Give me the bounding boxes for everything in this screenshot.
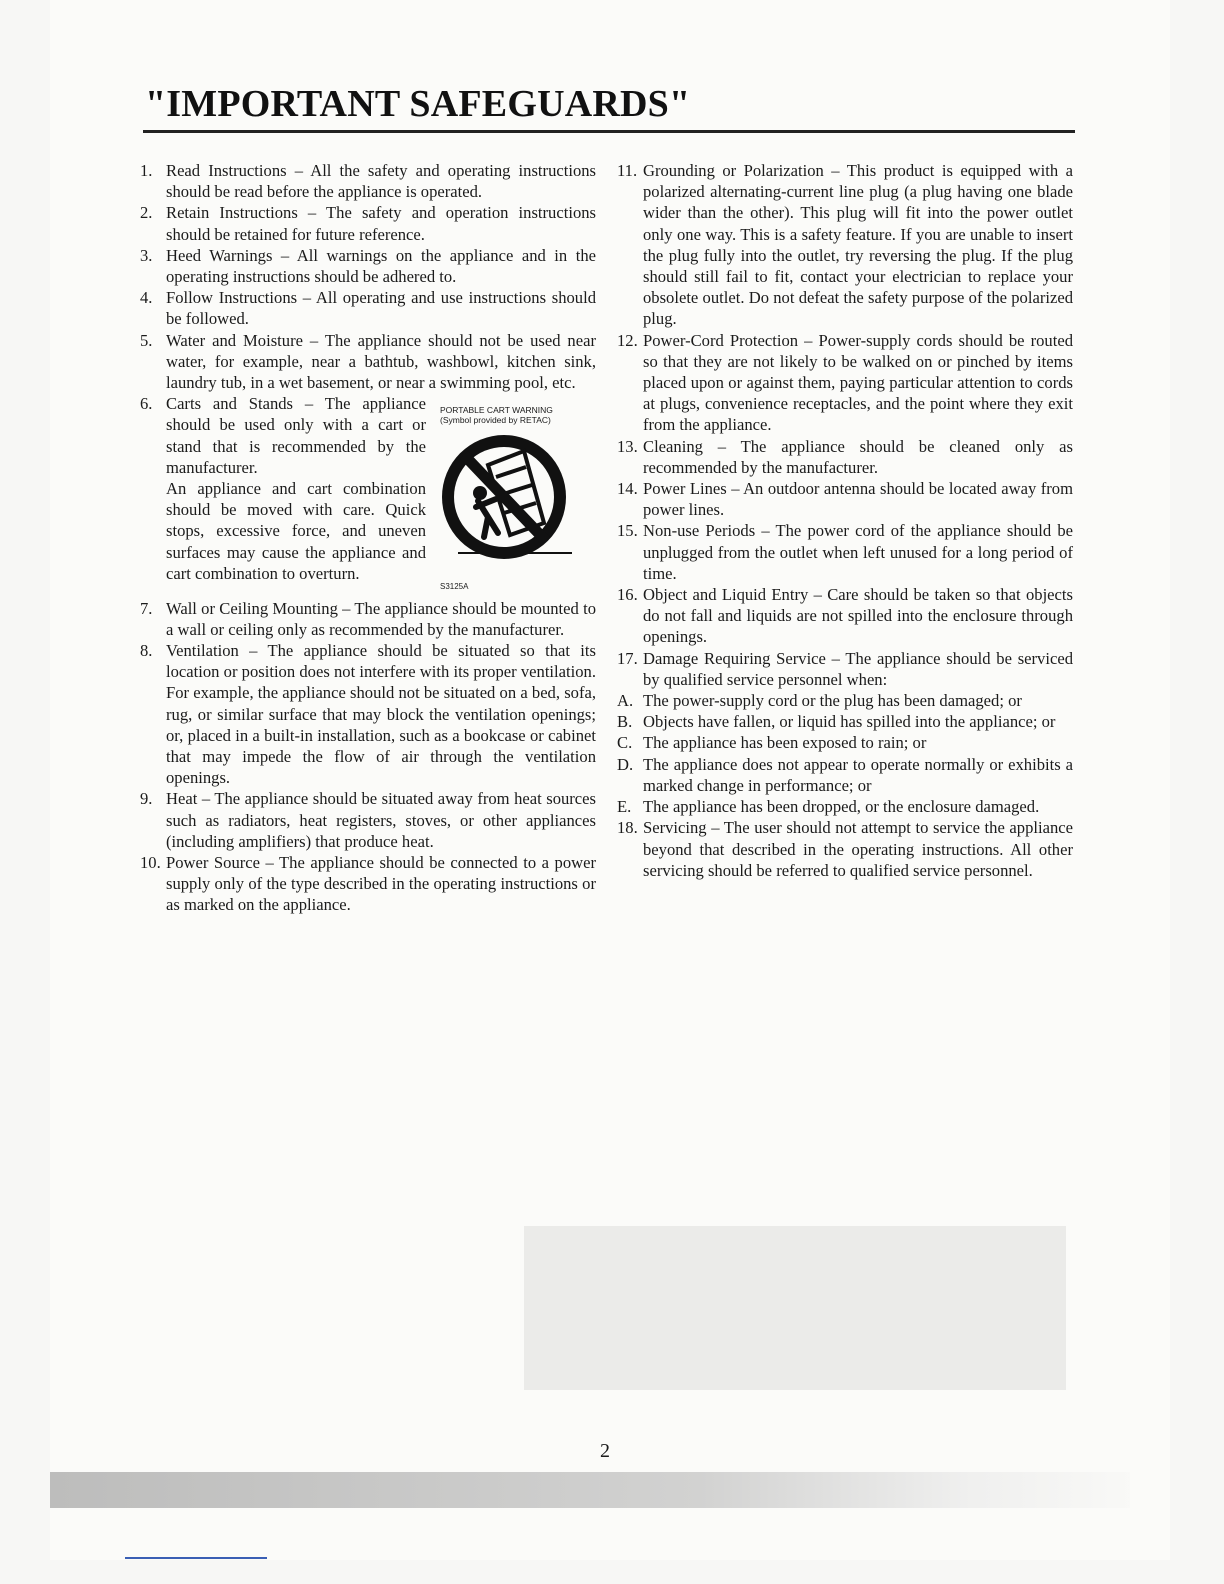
safeguard-item bbox=[617, 732, 1073, 753]
cart-tipover-icon bbox=[440, 425, 580, 575]
item-number: 11. bbox=[617, 161, 638, 180]
cart-text-1: Carts and Stands – The appliance should be used only with a cart or stand that is recommended by the manufacturer. bbox=[166, 394, 426, 477]
item-text: Power Source – The appliance should be connected to a power supply only of the type described in the operating instructions or as marked on the appliance. bbox=[166, 853, 596, 915]
cart-text-2: An appliance and cart combination should be moved with care. Quick stops, excessive force, and uneven surfaces may cause the appliance and cart combination to overturn. bbox=[166, 479, 426, 583]
left-items-list bbox=[140, 160, 596, 393]
item-number: 10. bbox=[140, 853, 161, 873]
left-column bbox=[140, 160, 596, 916]
safeguard-item bbox=[140, 598, 596, 640]
right-items-list bbox=[617, 160, 1073, 881]
item-number: 18. bbox=[617, 818, 638, 838]
item-text: Non-use Periods – The power cord of the appliance should be unplugged from the outlet when left unused for a long period of time. bbox=[643, 521, 1073, 583]
cart-caption-line1: PORTABLE CART WARNING bbox=[440, 405, 553, 416]
item-text: Object and Liquid Entry – Care should be taken so that objects do not fall and liquids are not spilled into the enclosure through openings. bbox=[643, 585, 1073, 647]
item-text: Follow Instructions – All operating and use instructions should be followed. bbox=[166, 288, 596, 329]
cart-caption-line2: (Symbol provided by RETAC) bbox=[440, 415, 551, 426]
cart-code: S3125A bbox=[440, 582, 469, 592]
item-text: Water and Moisture – The appliance should not be used near water, for example, near a bathtub, washbowl, kitchen sink, laundry tub, in a wet basement, or near a swimming pool, etc. bbox=[166, 330, 596, 393]
item-number: 5. bbox=[140, 330, 153, 350]
safeguard-item bbox=[617, 436, 1073, 478]
item-number: 8. bbox=[140, 641, 153, 661]
item-number: 7. bbox=[140, 598, 153, 618]
safeguard-item bbox=[140, 245, 596, 287]
safeguard-item bbox=[140, 160, 596, 202]
item-text: Ventilation – The appliance should be situated so that its location or position does not interfere with its proper ventilation. For example, the appliance should not be situated on a bed, sofa, rug, or similar surface that may block the ventilation openings; or, placed in a built-in installation, such as a bookcase or cabinet that may impede the flow of air through the ventilation openings. bbox=[166, 641, 596, 788]
safeguard-item bbox=[617, 330, 1073, 436]
item-text: Read Instructions – All the safety and operating instructions should be read before the appliance is operated. bbox=[166, 161, 596, 202]
item-number: 17. bbox=[617, 648, 638, 668]
item-number: 13. bbox=[617, 436, 638, 456]
underline-mark bbox=[125, 1557, 267, 1559]
item-number: B. bbox=[617, 712, 633, 732]
portable-cart-warning bbox=[426, 393, 596, 597]
item-number: 2. bbox=[140, 203, 153, 223]
safeguard-item bbox=[617, 711, 1073, 732]
item-text: Servicing – The user should not attempt to service the appliance beyond that described in the operating instructions. All other servicing should be referred to qualified service personnel. bbox=[643, 818, 1073, 880]
item-number: 1. bbox=[140, 161, 153, 180]
right-column bbox=[617, 160, 1073, 881]
item-text: Heat – The appliance should be situated away from heat sources such as radiators, heat registers, stoves, or other appliances (including amplifiers) that produce heat. bbox=[166, 789, 596, 851]
item-text: Power Lines – An outdoor antenna should be located away from power lines. bbox=[643, 479, 1073, 520]
safeguard-item bbox=[617, 648, 1073, 690]
left-items-list-after bbox=[140, 598, 596, 916]
item-text: Cleaning – The appliance should be cleaned only as recommended by the manufacturer. bbox=[643, 436, 1073, 477]
item-text: Wall or Ceiling Mounting – The appliance should be mounted to a wall or ceiling only as recommended by the manufacturer. bbox=[166, 598, 596, 639]
safeguard-item bbox=[140, 788, 596, 852]
safeguard-item bbox=[617, 690, 1073, 711]
safeguard-item bbox=[140, 287, 596, 329]
page-number: 2 bbox=[600, 1440, 610, 1462]
item-number: A. bbox=[617, 691, 634, 711]
safeguard-item bbox=[140, 640, 596, 788]
item-number: 4. bbox=[140, 288, 153, 308]
item-number: 12. bbox=[617, 330, 638, 350]
item-number: 16. bbox=[617, 585, 638, 605]
item-number: E. bbox=[617, 797, 632, 817]
safeguard-item bbox=[617, 817, 1073, 881]
safeguard-item bbox=[140, 202, 596, 244]
safeguard-item bbox=[617, 160, 1073, 330]
item-number: 14. bbox=[617, 479, 638, 499]
page-title: "IMPORTANT SAFEGUARDS" bbox=[145, 83, 691, 125]
safeguard-item bbox=[140, 852, 596, 916]
item-number: 3. bbox=[140, 245, 153, 265]
item-text: The appliance has been dropped, or the enclosure damaged. bbox=[643, 797, 1040, 817]
item-text: Grounding or Polarization – This product is equipped with a polarized alternating-current line plug (a plug having one blade wider than the other). This plug will fit into the power outlet only one way. This is a safety feature. If you are unable to insert the plug fully into the outlet, try reversing the plug. If the plug should still fail to fit, contact your electrician to replace your obsolete outlet. Do not defeat the safety purpose of the polarized plug. bbox=[643, 161, 1073, 329]
safeguard-item bbox=[140, 330, 596, 394]
item-number: C. bbox=[617, 733, 633, 753]
safeguard-item-carts bbox=[140, 393, 596, 597]
item-text: Damage Requiring Service – The appliance should be serviced by qualified service personnel when: bbox=[643, 648, 1073, 689]
item-number: 9. bbox=[140, 789, 153, 809]
item-text: Heed Warnings – All warnings on the appliance and in the operating instructions should be adhered to. bbox=[166, 245, 596, 287]
title-rule bbox=[143, 130, 1075, 133]
safeguard-item bbox=[617, 796, 1073, 817]
safeguard-item bbox=[617, 584, 1073, 648]
item-number: D. bbox=[617, 754, 634, 774]
bleed-through-footer-band bbox=[50, 1472, 1130, 1508]
item-text: The appliance has been exposed to rain; or bbox=[643, 733, 927, 753]
item-text: The appliance does not appear to operate normally or exhibits a marked change in performance; or bbox=[643, 754, 1073, 795]
safeguard-item bbox=[617, 754, 1073, 796]
safeguard-item bbox=[617, 520, 1073, 584]
item-text: Power-Cord Protection – Power-supply cords should be routed so that they are not likely to be walked on or pinched by items placed upon or against them, paying particular attention to cords at plugs, convenience receptacles, and the point where they exit from the appliance. bbox=[643, 330, 1073, 435]
item-text: Retain Instructions – The safety and operation instructions should be retained for future reference. bbox=[166, 203, 596, 244]
item-text: The power-supply cord or the plug has been damaged; or bbox=[643, 691, 1022, 711]
item-number: 6. bbox=[140, 394, 153, 414]
bleed-through-box bbox=[524, 1226, 1066, 1390]
item-text: Objects have fallen, or liquid has spilled into the appliance; or bbox=[643, 712, 1056, 732]
safeguard-item bbox=[617, 478, 1073, 520]
item-number: 15. bbox=[617, 521, 638, 541]
